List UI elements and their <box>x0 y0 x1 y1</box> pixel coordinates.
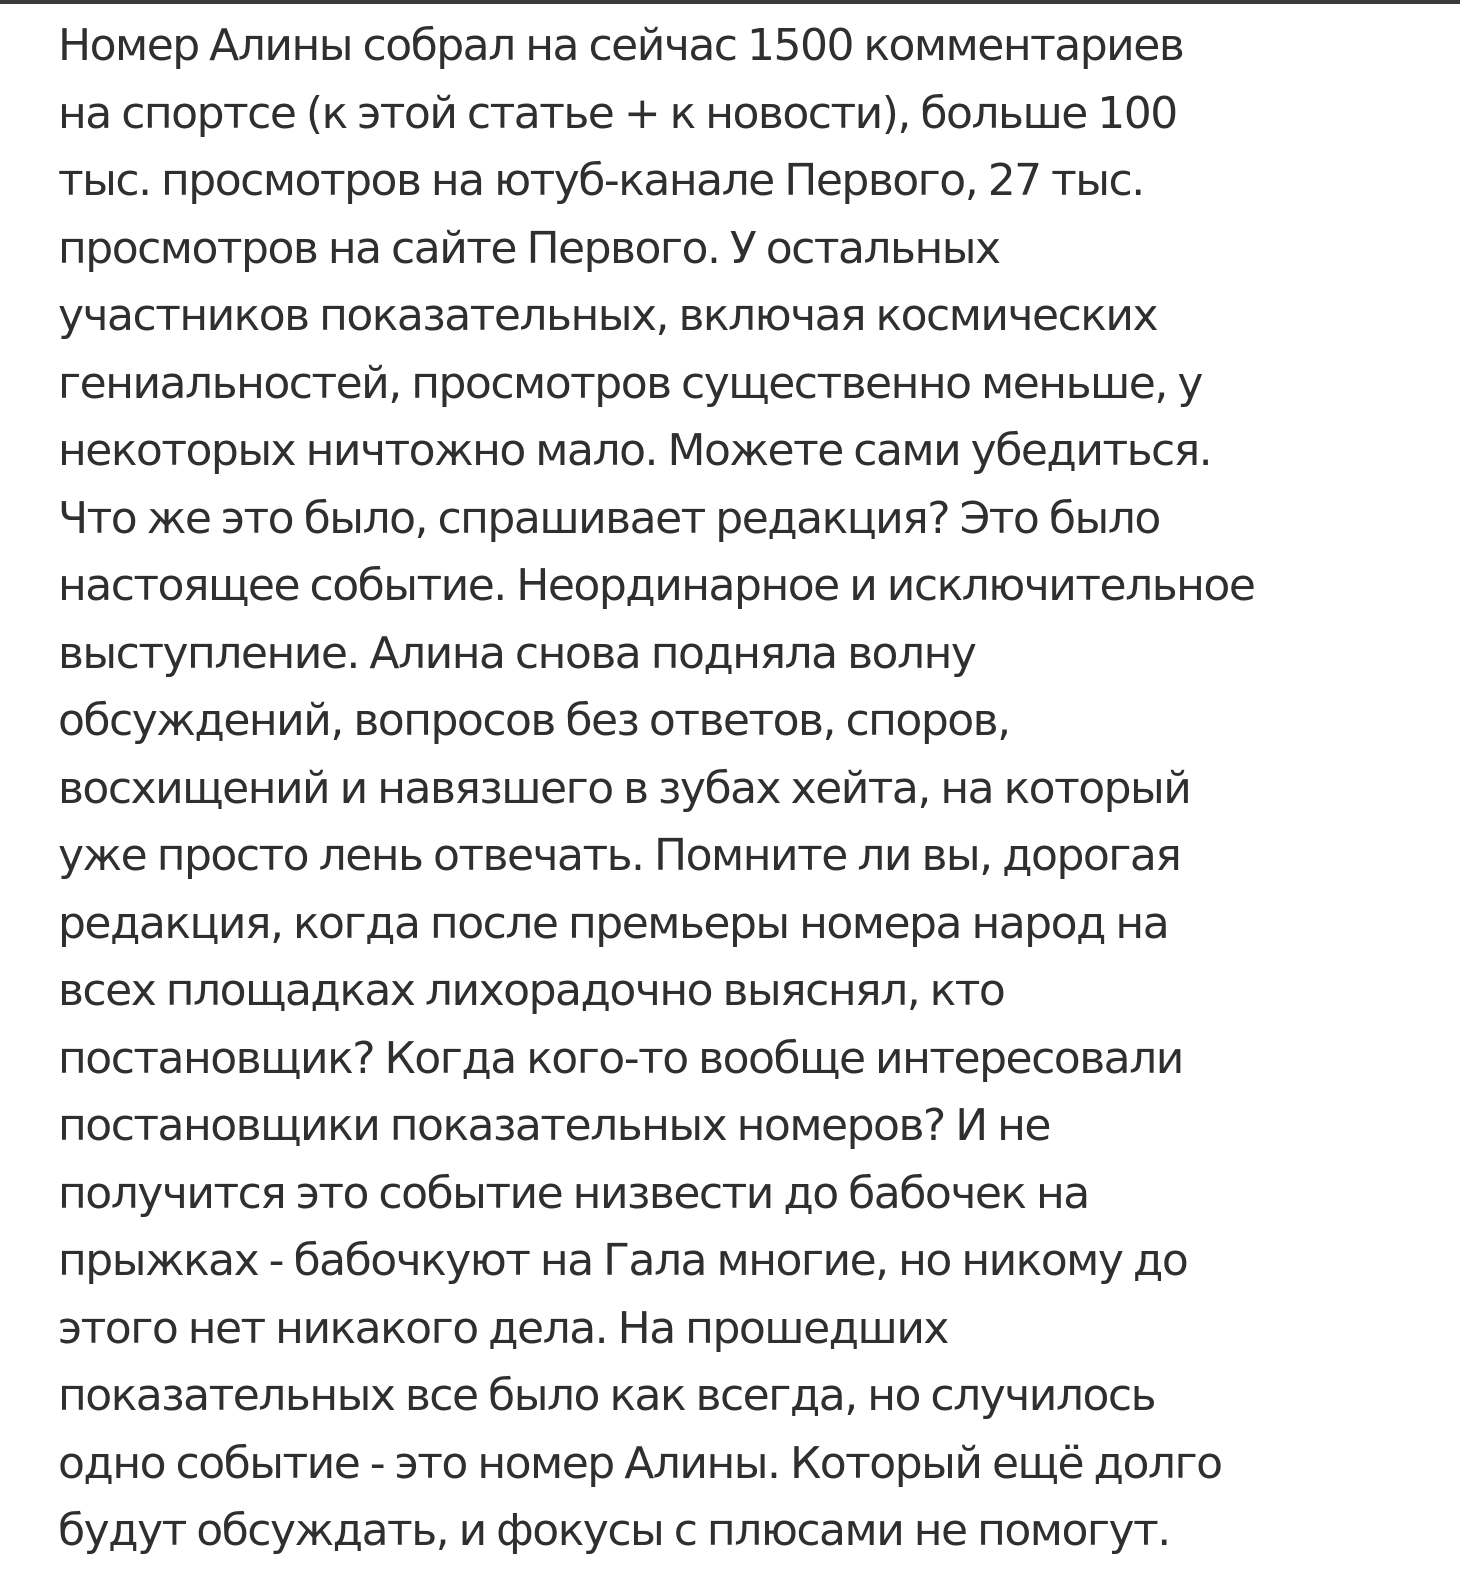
comment-line: выступление. Алина снова подняла волну <box>58 627 976 679</box>
comment-line: прыжках - бабочкуют на Гала многие, но никому до <box>58 1235 1188 1286</box>
comment-line: тыс. просмотров на ютуб-канале Первого, 27 тыс. <box>58 155 1144 206</box>
comment-line: некоторых ничтожно мало. Можете сами убедиться. <box>58 425 1212 476</box>
comment-line: редакция, когда после премьеры номера народ на <box>58 897 1169 949</box>
comment-line: всех площадках лихорадочно выяснял, кто <box>58 965 1005 1016</box>
comment-line: настоящее событие. Неординарное и исключительное <box>58 560 1255 611</box>
comment-line: просмотров на сайте Первого. У остальных <box>58 222 1000 274</box>
comment-line: этого нет никакого дела. На прошедших <box>58 1302 948 1354</box>
comment-text <box>58 12 1448 1565</box>
comment-line: Что же это было, спрашивает редакция? Это было <box>58 492 1160 544</box>
comment-line: гениальностей, просмотров существенно меньше, у <box>58 357 1202 409</box>
comment-line: будут обсуждать, и фокусы с плюсами не помогут. <box>58 1505 1170 1556</box>
comment-line: на спортсе (к этой статье + к новости), больше 100 <box>58 87 1177 139</box>
comment-line: одно событие - это номер Алины. Который ещё долго <box>58 1437 1222 1489</box>
comment-line: постановщики показательных номеров? И не <box>58 1100 1050 1151</box>
comment-line: показательных все было как всегда, но случилось <box>58 1370 1156 1421</box>
comment-line: получится это событие низвести до бабочек на <box>58 1167 1089 1219</box>
comment-line: Номер Алины собрал на сейчас 1500 комментариев <box>58 20 1184 71</box>
top-divider <box>0 0 1460 4</box>
comment-line: обсуждений, вопросов без ответов, споров, <box>58 695 1010 746</box>
comment-line: восхищений и навязшего в зубах хейта, на который <box>58 762 1191 814</box>
comment-line: уже просто лень отвечать. Помните ли вы, дорогая <box>58 830 1181 881</box>
comment-line: постановщик? Когда кого-то вообще интересовали <box>58 1032 1183 1084</box>
comment-line: участников показательных, включая космических <box>58 290 1157 341</box>
